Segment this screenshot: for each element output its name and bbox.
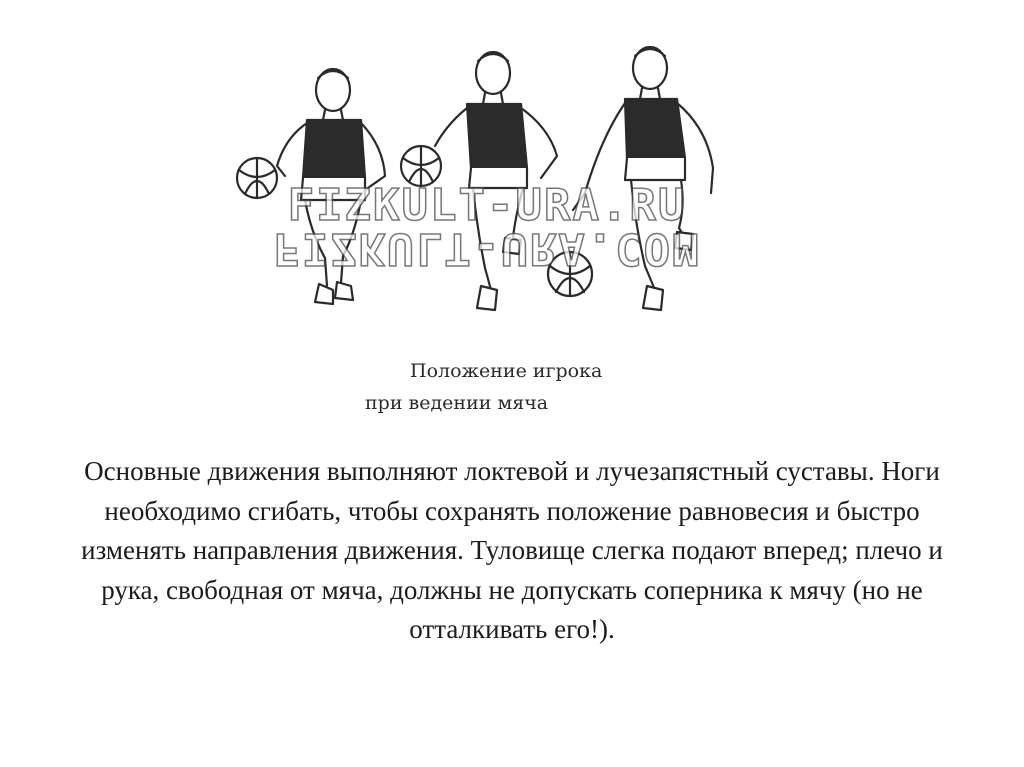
body-paragraph: Основные движения выполняют локтевой и лучезапястный суставы. Ноги необходимо сгибать, чтобы сохранять положение равновесия и быстро изменять направления движения. Туловище слегка подают вперед; плечо и рука, свободная от мяча, должны не допускать соперника к мячу (но не отталкивать его!). xyxy=(81,456,943,644)
figure-caption xyxy=(360,355,700,419)
player-2-figure xyxy=(435,52,557,310)
dribbling-illustration xyxy=(215,28,775,348)
watermark-line-2: FIZKULT-URA.COM xyxy=(273,223,701,274)
caption-line-1: Положение игрока xyxy=(410,360,603,382)
players-drawing xyxy=(215,28,775,348)
player-1-figure xyxy=(277,69,385,304)
watermark-line-1: FIZKULT-URA.RU xyxy=(287,180,687,231)
player-3-figure xyxy=(573,47,713,310)
caption-line-2: при ведении мяча xyxy=(365,392,549,414)
